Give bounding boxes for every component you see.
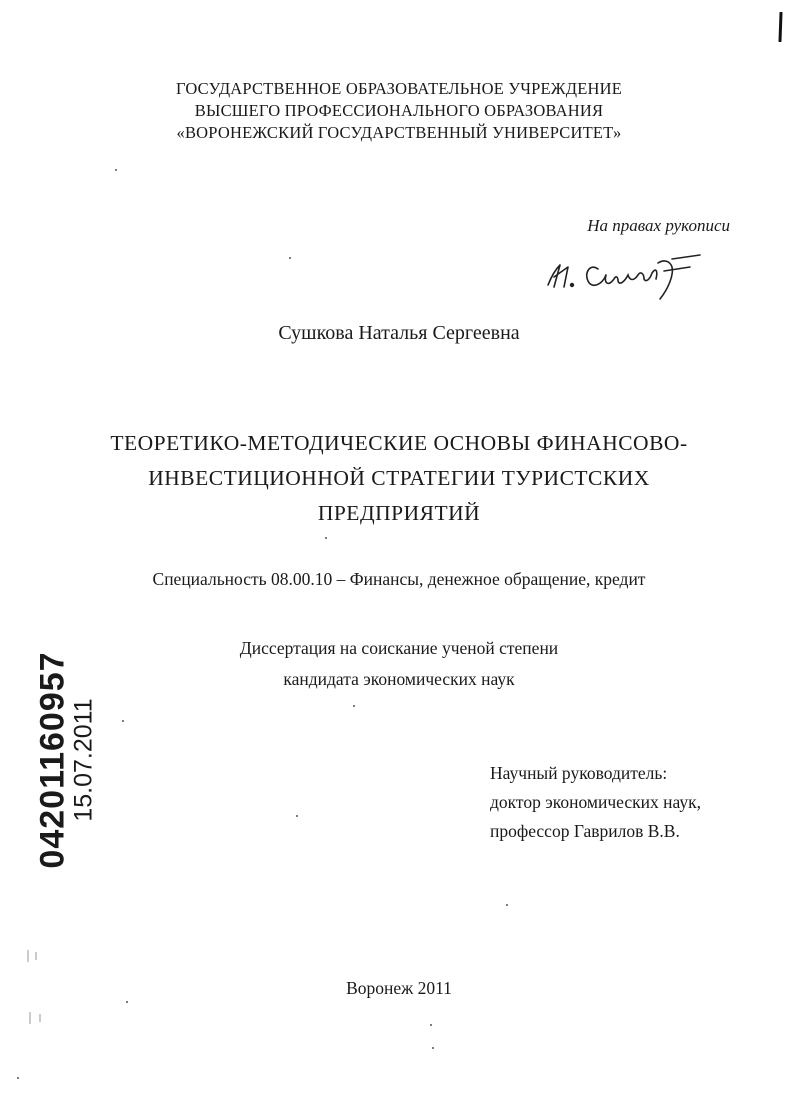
supervisor-degree: доктор экономических наук, — [490, 792, 701, 812]
city-year: Воронеж 2011 — [346, 978, 452, 998]
specialty-line: Специальность 08.00.10 – Финансы, денежное обращение, кредит — [152, 569, 646, 589]
institution-header — [0, 78, 798, 144]
stamp-date: 15.07.2011 — [69, 698, 98, 822]
degree-line-1: Диссертация на соискание ученой степени — [239, 638, 559, 658]
title-line-2: ИНВЕСТИЦИОННОЙ СТРАТЕГИИ ТУРИСТСКИХ — [148, 466, 650, 490]
author-name: Сушкова Наталья Сергеевна — [278, 322, 520, 344]
edge-scan-mark — [778, 12, 784, 42]
institution-line-1: ГОСУДАРСТВЕННОЕ ОБРАЗОВАТЕЛЬНОЕ УЧРЕЖДЕНИЕ — [175, 79, 623, 98]
manuscript-note: На правах рукописи — [587, 216, 730, 235]
stamp-number: 04201160957 — [33, 651, 72, 869]
supervisor-label: Научный руководитель: — [490, 763, 668, 783]
library-stamp — [8, 645, 98, 875]
dissertation-title — [0, 426, 798, 531]
degree-line-2: кандидата экономических наук — [283, 669, 515, 689]
title-line-3: ПРЕДПРИЯТИЙ — [317, 501, 481, 525]
title-line-1: ТЕОРЕТИКО-МЕТОДИЧЕСКИЕ ОСНОВЫ ФИНАНСОВО- — [110, 431, 688, 455]
institution-line-3: «ВОРОНЕЖСКИЙ ГОСУДАРСТВЕННЫЙ УНИВЕРСИТЕТ» — [176, 123, 622, 142]
supervisor-block — [490, 759, 701, 846]
handwritten-signature — [540, 245, 710, 305]
institution-line-2: ВЫСШЕГО ПРОФЕССИОНАЛЬНОГО ОБРАЗОВАНИЯ — [194, 101, 604, 120]
supervisor-name: профессор Гаврилов В.В. — [490, 821, 680, 841]
dissertation-degree — [0, 633, 798, 695]
